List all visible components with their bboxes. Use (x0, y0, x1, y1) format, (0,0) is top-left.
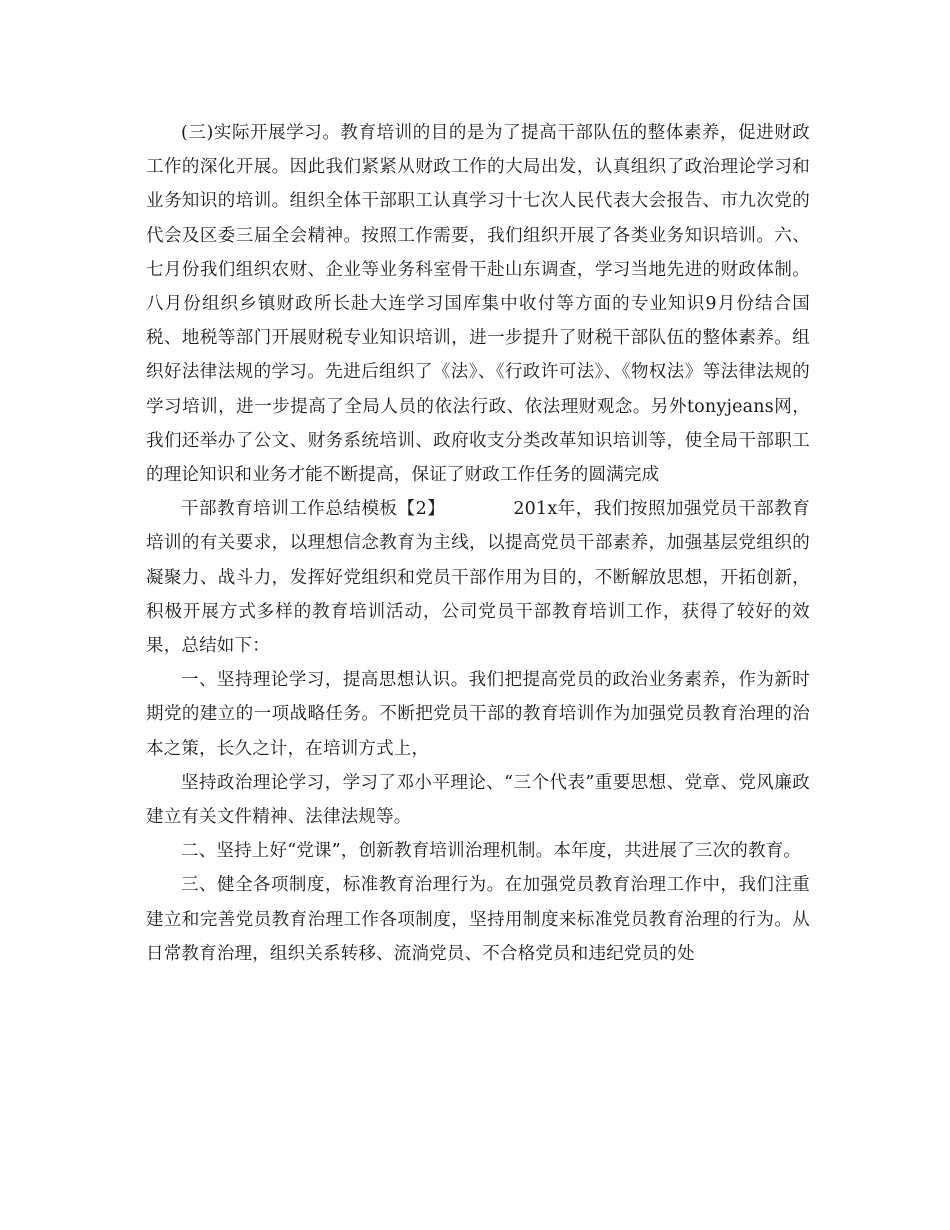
document-body (146, 116, 810, 971)
paragraph-text: 坚持政治理论学习，学习了邓小平理论、“三个代表”重要思想、党章、党风廉政建立有关文件精神、法律法规等。 (146, 772, 810, 828)
paragraph-template-2 (146, 492, 810, 663)
paragraph-practical-learning (146, 116, 810, 492)
paragraph-party-lesson (146, 834, 810, 868)
paragraph-text: 二、坚持上好“党课”，创新教育培训治理机制。本年度，共进展了三次的教育。 (181, 841, 802, 862)
section-heading: 干部教育培训工作总结模板【2】 (181, 499, 446, 520)
paragraph-political-theory (146, 766, 810, 834)
paragraph-text: 201x年，我们按照加强党员干部教育培训的有关要求，以理想信念教育为主线，以提高党员干部素养，加强基层党组织的凝聚力、战斗力，发挥好党组织和党员干部作用为目的，不断解放思想，开拓创新，积极开展方式多样的教育培训活动，公司党员干部教育培训工作，获得了较好的效果，总结如下： (146, 499, 811, 657)
paragraph-text: 三、健全各项制度，标准教育治理行为。在加强党员教育治理工作中，我们注重建立和完善党员教育治理工作各项制度，坚持用制度来标准党员教育治理的行为。从日常教育治理，组织关系转移、流淌党员、不合格党员和违纪党员的处 (146, 875, 810, 964)
paragraph-theory-learning (146, 663, 810, 766)
paragraph-text: (三)实际开展学习。教育培训的目的是为了提高干部队伍的整体素养，促进财政工作的深化开展。因此我们紧紧从财政工作的大局出发，认真组织了政治理论学习和业务知识的培训。组织全体干部职工认真学习十七次人民代表大会报告、市九次党的代会及区委三届全会精神。按照工作需要，我们组织开展了各类业务知识培训。六、七月份我们组织农财、企业等业务科室骨干赴山东调查，学习当地先进的财政体制。八月份组织乡镇财政所长赴大连学习国库集中收付等方面的专业知识9月份结合国税、地税等部门开展财税专业知识培训，进一步提升了财税干部队伍的整体素养。组织好法律法规的学习。先进后组织了《法》、《行政许可法》、《物权法》等法律法规的学习培训，进一步提高了全局人员的依法行政、依法理财观念。另外tonyjeans网，我们还举办了公文、财务系统培训、政府收支分类改革知识培训等，使全局干部职工的理论知识和业务才能不断提高，保证了财政工作任务的圆满完成 (146, 123, 810, 486)
paragraph-text: 一、坚持理论学习，提高思想认识。我们把提高党员的政治业务素养，作为新时期党的建立的一项战略任务。不断把党员干部的教育培训作为加强党员教育治理的治本之策，长久之计，在培训方式上， (146, 670, 810, 759)
paragraph-systems (146, 868, 810, 971)
